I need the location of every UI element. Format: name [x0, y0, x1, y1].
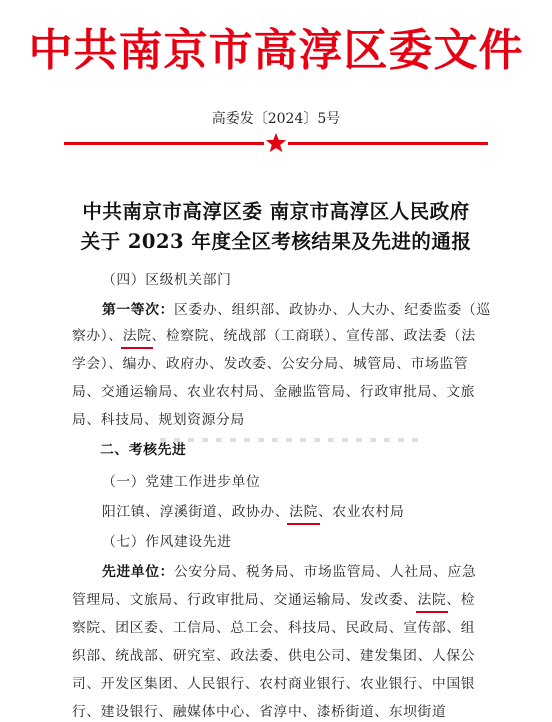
highlighted-court: 法院 — [417, 592, 447, 608]
body-line: 司、开发区集团、人民银行、农村商业银行、农业银行、中国银 — [72, 676, 476, 692]
document-title-line2: 关于 2023 年度全区考核结果及先进的通报 — [80, 230, 472, 253]
body-text: 察办）、 — [72, 328, 123, 344]
highlighted-court: 法院 — [122, 328, 152, 344]
body-line — [102, 298, 491, 318]
body-line: 察院、团区委、工信局、总工会、科技局、民政局、宣传部、组 — [72, 620, 476, 636]
body-text: 管理局、文旅局、行政审批局、交通运输局、发改委、 — [72, 592, 418, 608]
document-number: 高委发〔2024〕5号 — [211, 111, 341, 127]
body-line: 行、建设银行、融媒体中心、省淳中、漆桥街道、东坝街道 — [72, 704, 447, 720]
body-line: 局、交通运输局、农业农村局、金融监管局、行政审批局、文旅 — [72, 384, 476, 400]
advanced-units-label: 先进单位： — [102, 564, 174, 580]
red-star-icon — [265, 132, 287, 154]
red-rule-left — [64, 142, 264, 145]
red-rule-right — [288, 142, 488, 145]
document-title-line1: 中共南京市高淳区委 南京市高淳区人民政府 — [82, 200, 470, 223]
subsection-heading-work-style: （七）作风建设先进 — [102, 534, 232, 550]
section-heading-district-departments: （四）区级机关部门 — [102, 272, 232, 288]
highlighted-court: 法院 — [289, 504, 318, 520]
body-text: 、农业农村局 — [317, 504, 405, 520]
body-line — [102, 500, 404, 520]
body-text: 、检察院、统战部（工商联）、宣传部、政法委（法 — [151, 328, 476, 344]
body-line: 学会）、编办、政府办、发改委、公安分局、城管局、市场监管 — [72, 356, 469, 372]
first-tier-label: 第一等次： — [102, 302, 174, 318]
body-text: 、检 — [446, 592, 476, 608]
scan-artifact — [160, 438, 420, 442]
body-text: 公安分局、税务局、市场监管局、人社局、应急 — [173, 564, 477, 580]
body-line — [102, 560, 476, 580]
body-line — [72, 324, 476, 344]
body-line — [72, 588, 475, 608]
subsection-heading-party-building: （一）党建工作进步单位 — [102, 474, 261, 490]
section-heading-advanced: 二、考核先进 — [100, 442, 187, 458]
body-line: 织部、统战部、研究室、政法委、供电公司、建发集团、人保公 — [72, 648, 476, 664]
body-text: 阳江镇、淳溪街道、政协办、 — [102, 504, 290, 520]
body-text: 区委办、组织部、政协办、人大办、纪委监委（巡 — [173, 302, 491, 318]
document-masthead: 中共南京市高淳区委文件 — [28, 25, 524, 76]
body-line: 局、科技局、规划资源分局 — [72, 412, 245, 428]
